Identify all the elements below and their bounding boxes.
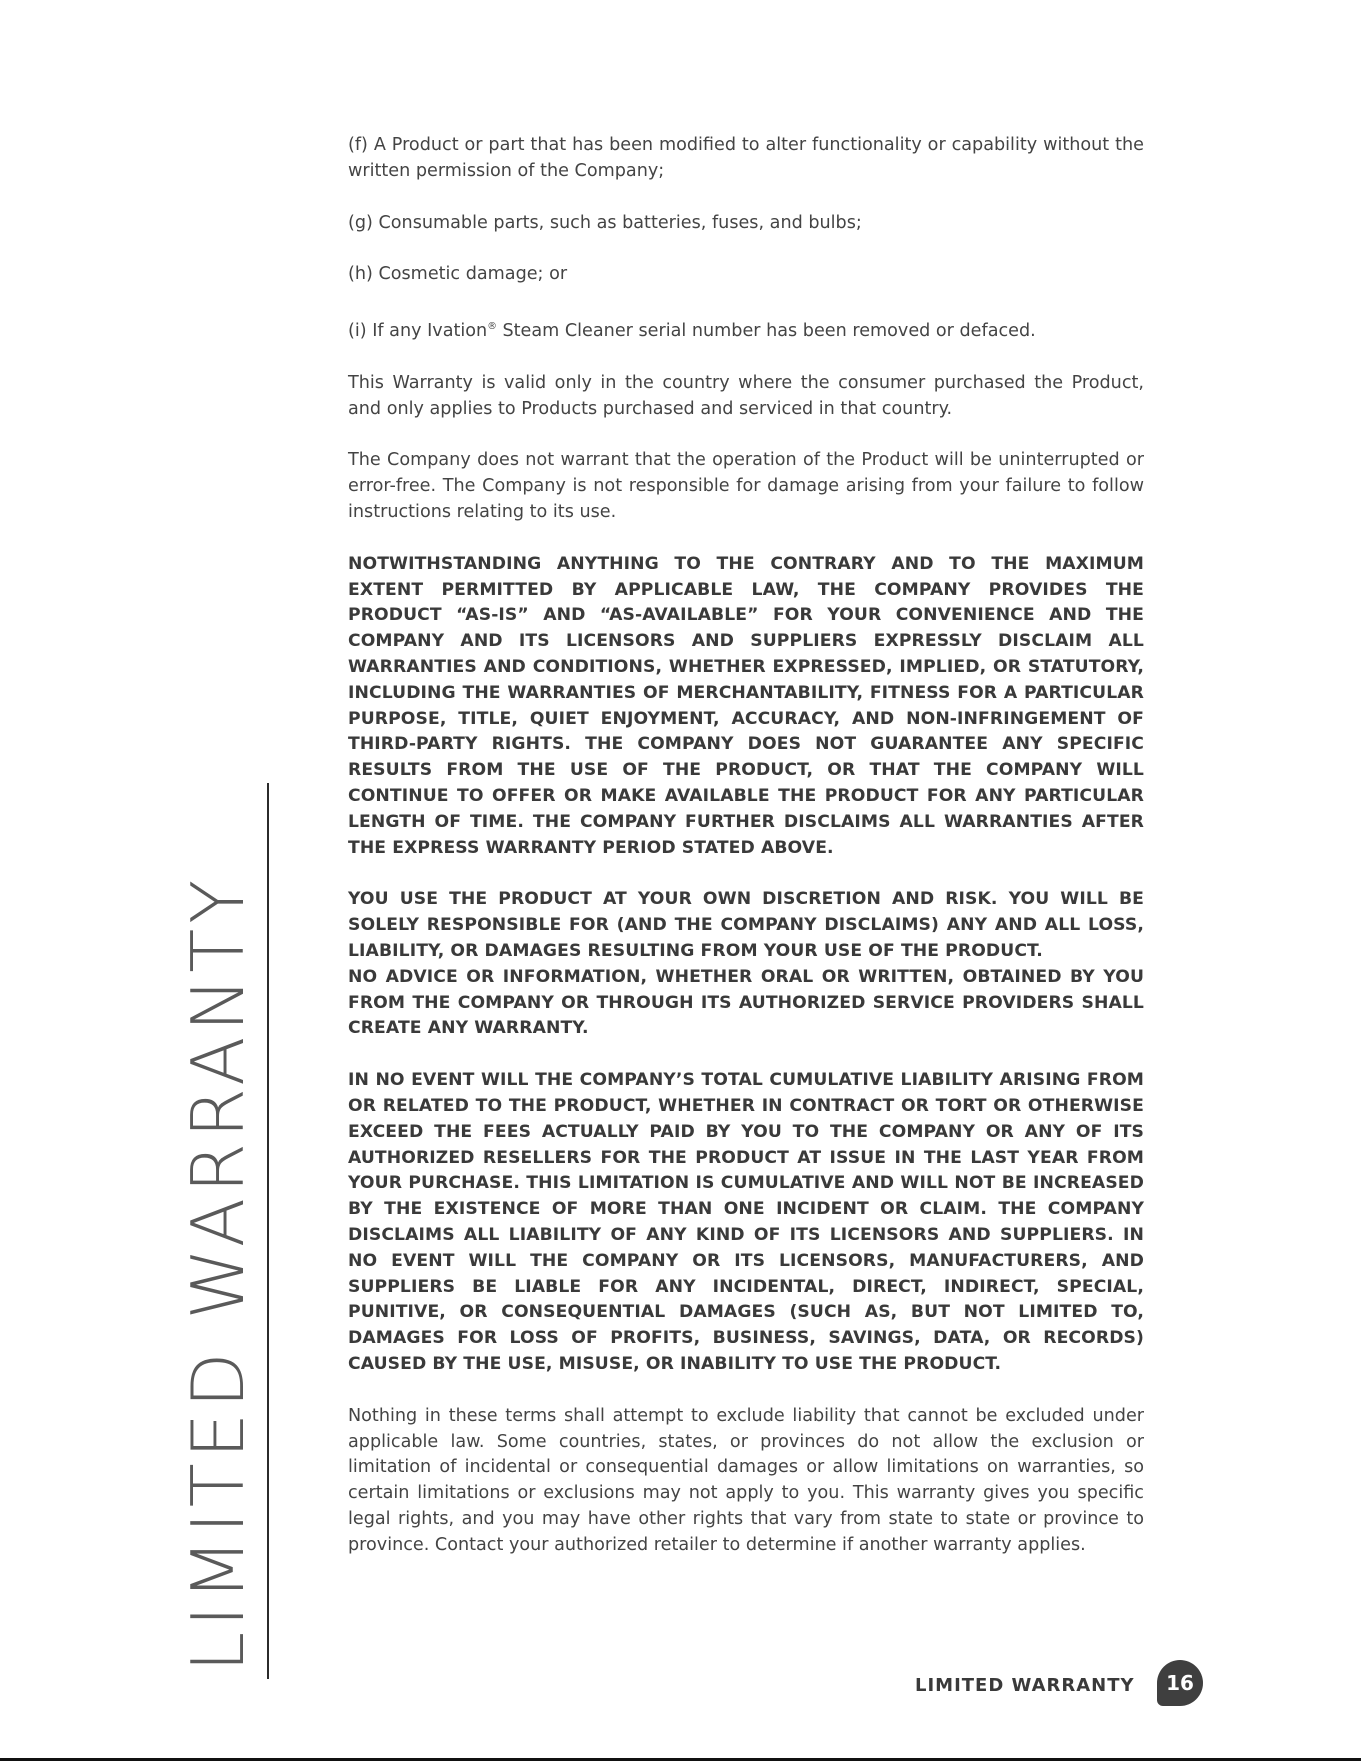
liability-paragraph: IN NO EVENT WILL THE COMPANY’S TOTAL CUMULATIVE LIABILITY ARISING FROM OR RELATED TO THE PRODUCT, WHETHER IN CONTRACT OR TORT OR OTHERWISE EXCEED THE FEES ACTUALLY PAID BY YOU TO THE COMPANY OR ANY OF ITS AUTHORIZED RESELLERS FOR THE PRODUCT AT ISSUE IN THE LAST YEAR FROM YOUR PURCHASE. THIS LIMITATION IS CUMULATIVE AND WILL NOT BE INCREASED BY THE EXISTENCE OF MORE THAN ONE INCIDENT OR CLAIM. THE COMPANY DISCLAIMS ALL LIABILITY OF ANY KIND OF ITS LICENSORS AND SUPPLIERS. IN NO EVENT WILL THE COMPANY OR ITS LICENSORS, MANUFACTURERS, AND SUPPLIERS BE LIABLE FOR ANY INCIDENTAL, DIRECT, INDIRECT, SPECIAL, PUNITIVE, OR CONSEQUENTIAL DAMAGES (SUCH AS, BUT NOT LIMITED TO, DAMAGES FOR LOSS OF PROFITS, BUSINESS, SAVINGS, DATA, OR RECORDS) CAUSED BY THE USE, MISUSE, OR INABILITY TO USE THE PRODUCT. xyxy=(348,1070,1144,1374)
registered-mark: ® xyxy=(487,321,497,333)
clause-g: (g) Consumable parts, such as batteries, fuses, and bulbs; xyxy=(348,212,862,233)
risk-paragraph: YOU USE THE PRODUCT AT YOUR OWN DISCRETION AND RISK. YOU WILL BE SOLELY RESPONSIBLE FOR (AND THE COMPANY DISCLAIMS) ANY AND ALL LOSS, LIABILITY, OR DAMAGES RESULTING FROM YOUR USE OF THE PRODUCT. xyxy=(348,889,1144,961)
clause-i xyxy=(348,314,1144,345)
footer-section-label: LIMITED WARRANTY xyxy=(915,1675,1135,1696)
clause-f: (f) A Product or part that has been modified to alter functionality or capability without the written permission of the Company; xyxy=(348,135,1144,181)
validity-paragraph: This Warranty is valid only in the country where the consumer purchased the Product, and only applies to Products purchased and serviced in that country. xyxy=(348,372,1144,419)
advice-paragraph: NO ADVICE OR INFORMATION, WHETHER ORAL OR WRITTEN, OBTAINED BY YOU FROM THE COMPANY OR THROUGH ITS AUTHORIZED SERVICE PROVIDERS SHALL CREATE ANY WARRANTY. xyxy=(348,966,1144,1039)
clause-i-text-start: (i) If any Ivation xyxy=(348,321,488,342)
side-title: LIMITED WARRANTY xyxy=(176,874,260,1672)
clause-h: (h) Cosmetic damage; or xyxy=(348,264,568,285)
exclusions-paragraph: Nothing in these terms shall attempt to exclude liability that cannot be excluded under applicable law. Some countries, states, or provinces do not allow the exclusion or limitation of incidental or consequential damages or allow limitations on warranties, so certain limitations or exclusions may not apply to you. This warranty gives you specific legal rights, and you may have other rights that vary from state to state or province to province. Contact your authorized retailer to determine if another warranty applies. xyxy=(348,1405,1144,1555)
side-divider xyxy=(267,783,269,1679)
clause-i-text-end: Steam Cleaner serial number has been removed or defaced. xyxy=(496,321,1036,342)
disclaimer-paragraph: NOTWITHSTANDING ANYTHING TO THE CONTRARY AND TO THE MAXIMUM EXTENT PERMITTED BY APPLICABLE LAW, THE COMPANY PROVIDES THE PRODUCT “AS-IS” AND “AS-AVAILABLE” FOR YOUR CONVENIENCE AND THE COMPANY AND ITS LICENSORS AND SUPPLIERS EXPRESSLY DISCLAIM ALL WARRANTIES AND CONDITIONS, WHETHER EXPRESSED, IMPLIED, OR STATUTORY, INCLUDING THE WARRANTIES OF MERCHANTABILITY, FITNESS FOR A PARTICULAR PURPOSE, TITLE, QUIET ENJOYMENT, ACCURACY, AND NON-INFRINGEMENT OF THIRD-PARTY RIGHTS. THE COMPANY DOES NOT GUARANTEE ANY SPECIFIC RESULTS FROM THE USE OF THE PRODUCT, OR THAT THE COMPANY WILL CONTINUE TO OFFER OR MAKE AVAILABLE THE PRODUCT FOR ANY PARTICULAR LENGTH OF TIME. THE COMPANY FURTHER DISCLAIMS ALL WARRANTIES AFTER THE EXPRESS WARRANTY PERIOD STATED ABOVE. xyxy=(348,553,1144,858)
page-number-badge: 16 xyxy=(1157,1660,1203,1706)
warranty-body xyxy=(348,133,1144,1585)
operation-paragraph: The Company does not warrant that the operation of the Product will be uninterrupted or error-free. The Company is not responsible for damage arising from your failure to follow instructions relating to its use. xyxy=(348,450,1144,523)
